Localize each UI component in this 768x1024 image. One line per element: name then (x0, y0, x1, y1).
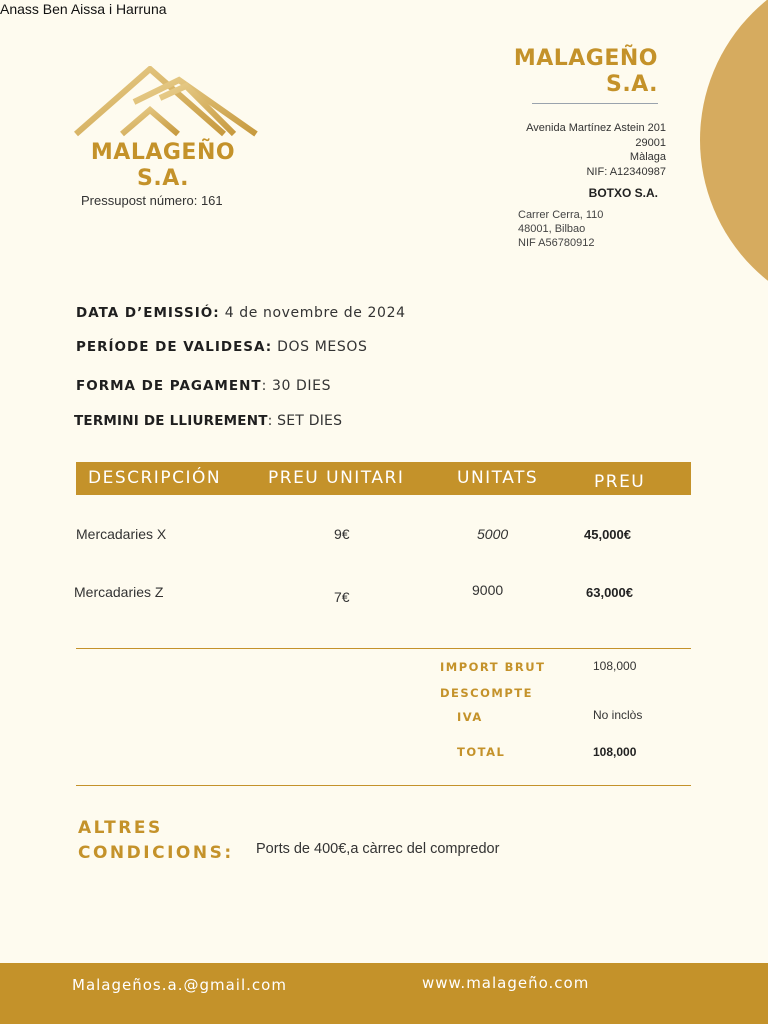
row1-unit-price: 9€ (334, 526, 350, 542)
summary-top-divider (76, 648, 691, 649)
column-header-price: PREU (594, 472, 646, 492)
discount-label: DESCOMPTE (440, 686, 533, 700)
issue-date-label: DATA D’EMISSIÓ: (76, 305, 220, 321)
total-value: 108,000 (593, 745, 637, 759)
row1-description: Mercadaries X (76, 526, 167, 542)
seller-name-line1: MALAGEÑO (513, 46, 658, 71)
row1-price: 45,000€ (584, 527, 631, 542)
author-name: Anass Ben Aissa i Harruna (0, 1, 167, 17)
quote-number: Pressupost número: 161 (81, 193, 223, 208)
buyer-nif: NIF A56780912 (518, 237, 595, 249)
row2-unit-price: 7€ (334, 589, 350, 605)
row2-description: Mercadaries Z (74, 584, 164, 600)
other-title-line2: CONDICIONS: (78, 843, 234, 863)
issue-date-value: 4 de novembre de 2024 (219, 305, 406, 321)
seller-address-line: Avenida Martínez Astein 201 (526, 122, 666, 134)
seller-address (480, 121, 666, 179)
seller-postal-code: 29001 (635, 136, 666, 149)
total-label: TOTAL (457, 745, 506, 759)
column-header-units: UNITATS (457, 468, 539, 488)
logo-company-name (78, 140, 248, 192)
buyer-address (518, 208, 603, 250)
column-header-description: DESCRIPCIÓN (88, 468, 222, 488)
table-header (76, 462, 691, 495)
gross-amount-label: IMPORT BRUT (440, 660, 546, 674)
validity-label: PERÍODE DE VALIDESA: (76, 339, 273, 355)
seller-city: Màlaga (629, 151, 666, 163)
logo-name-line2: S.A. (137, 166, 189, 191)
validity-value: DOS MESOS (272, 339, 368, 355)
summary-bottom-divider (76, 785, 691, 786)
payment-label: FORMA DE PAGAMENT (76, 378, 262, 394)
vat-value: No inclòs (593, 708, 643, 722)
delivery-label: TERMINI DE LLIUREMENT (74, 413, 268, 429)
other-conditions-title (78, 816, 234, 866)
vat-label: IVA (457, 710, 483, 724)
seller-company-name (480, 46, 658, 98)
other-conditions-text: Ports de 400€,a càrrec del compredor (256, 841, 500, 857)
header-divider (532, 103, 658, 104)
row2-price: 63,000€ (586, 585, 633, 600)
other-title-line1: ALTRES (78, 818, 163, 838)
decorative-circle (700, 0, 768, 320)
payment-row (76, 378, 331, 394)
delivery-value: : SET DIES (267, 413, 343, 429)
footer-email-link[interactable]: Malageños.a.@gmail.com (72, 976, 287, 994)
column-header-unit-price: PREU UNITARI (268, 468, 405, 488)
footer-website-link[interactable]: www.malageño.com (422, 974, 590, 992)
issue-date-row (76, 305, 406, 321)
seller-nif: NIF: A12340987 (586, 165, 666, 178)
delivery-row (74, 413, 342, 429)
payment-value: : 30 DIES (261, 378, 332, 394)
buyer-name: BOTXO S.A. (588, 186, 658, 200)
row2-units: 9000 (472, 582, 504, 598)
mountain-logo-icon (74, 66, 258, 138)
logo-name-line1: MALAGEÑO (90, 140, 236, 165)
validity-row (76, 339, 367, 355)
seller-name-line2: S.A. (606, 72, 658, 97)
buyer-address-line: Carrer Cerra, 110 (518, 209, 604, 221)
buyer-postal-city: 48001, Bilbao (518, 223, 586, 235)
row1-units: 5000 (477, 526, 509, 542)
gross-amount-value: 108,000 (593, 659, 637, 673)
